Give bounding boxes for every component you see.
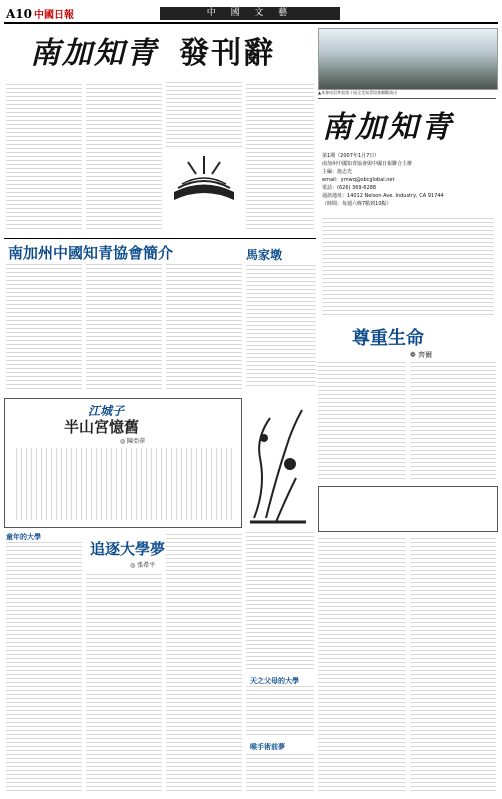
issue-number: 第1期（2007年1月7日） [322, 153, 380, 159]
founding-heading: 南加州中國知青協會簡介 [8, 244, 174, 262]
tongnian-body [6, 542, 82, 794]
article-ma-body [246, 264, 316, 389]
founding-column-3 [166, 264, 242, 392]
rule [4, 238, 316, 239]
editorial-column-4 [246, 82, 314, 232]
founding-column-1 [6, 264, 82, 392]
main-title [30, 28, 310, 76]
divider [318, 98, 496, 99]
address: 通訊地址：14012 Nelson Ave. Industry, CA 91744 [322, 193, 444, 199]
right-title: 南加知青 [322, 110, 454, 145]
zhui-title: 追逐大學夢 [90, 540, 166, 558]
article-zun-author: ❁ 齊爾 [410, 351, 433, 359]
zhui-author-text: 張希平 [137, 562, 156, 569]
tree-illustration [246, 398, 312, 526]
editor: 主編：施志光 [322, 169, 353, 175]
book-illustration [168, 152, 240, 222]
zhui-body-2 [166, 532, 242, 794]
huoji-body [246, 752, 314, 794]
page-number-text: A10 [6, 7, 33, 21]
right-column-top [322, 218, 494, 318]
article-ma-title-text: 馬家墩 [246, 248, 283, 262]
article-zun-author-text: 齊爾 [418, 351, 433, 359]
zhui-body-1 [86, 574, 162, 794]
page-number [6, 6, 74, 21]
hours: （時間：每週六晚7點到10點） [322, 201, 392, 207]
editorial-column-2 [86, 82, 162, 232]
poem-title: 江城子 [88, 404, 125, 418]
section-band: 中 國 文 藝 [160, 7, 340, 20]
article-zun-body-2 [410, 362, 496, 482]
email: email：ymwq@sbcglobal.net [322, 177, 395, 183]
right-column-bottom-1 [318, 536, 406, 794]
quote-box [318, 486, 498, 532]
tianzhi-title: 天之父母的大學 [250, 676, 299, 685]
editorial-column-1 [6, 82, 82, 232]
main-title-left: 南加知青 [30, 36, 158, 71]
huoji-title: 喉手術前夢 [250, 742, 285, 751]
issue-info [322, 152, 494, 208]
founding-column-2 [86, 264, 162, 392]
poem-body [12, 448, 232, 520]
poem-author-text: 陳亞萍 [127, 438, 146, 445]
article-zun-body-1 [318, 362, 406, 482]
paper-name: 中國日報 [34, 10, 75, 21]
main-title-right: 發刊辭 [179, 36, 276, 71]
sponsor: 南加州中國知青協會與中國日報聯合主辦 [322, 161, 413, 167]
poem-subtitle: 半山宮憶舊 [64, 418, 140, 436]
tianzhi-body-2 [246, 686, 314, 738]
poem-author: ◎ 陳亞萍 [120, 438, 146, 445]
photo-caption: ▲本會成員參加第十屆全美知青協會聯歡演出 [318, 90, 398, 95]
zhui-author: ◎ 張希平 [130, 562, 156, 569]
editorial-column-3 [166, 82, 242, 150]
header-rule [4, 22, 498, 24]
group-photo [318, 28, 498, 90]
right-column-bottom-2 [410, 536, 496, 794]
tianzhi-body [246, 532, 314, 672]
article-ma-title [246, 246, 282, 263]
phone: 電話：(626) 369-6288 [322, 185, 377, 191]
article-zun-title: 尊重生命 [352, 328, 424, 349]
tongnian-title: 童年的大學 [6, 532, 41, 541]
